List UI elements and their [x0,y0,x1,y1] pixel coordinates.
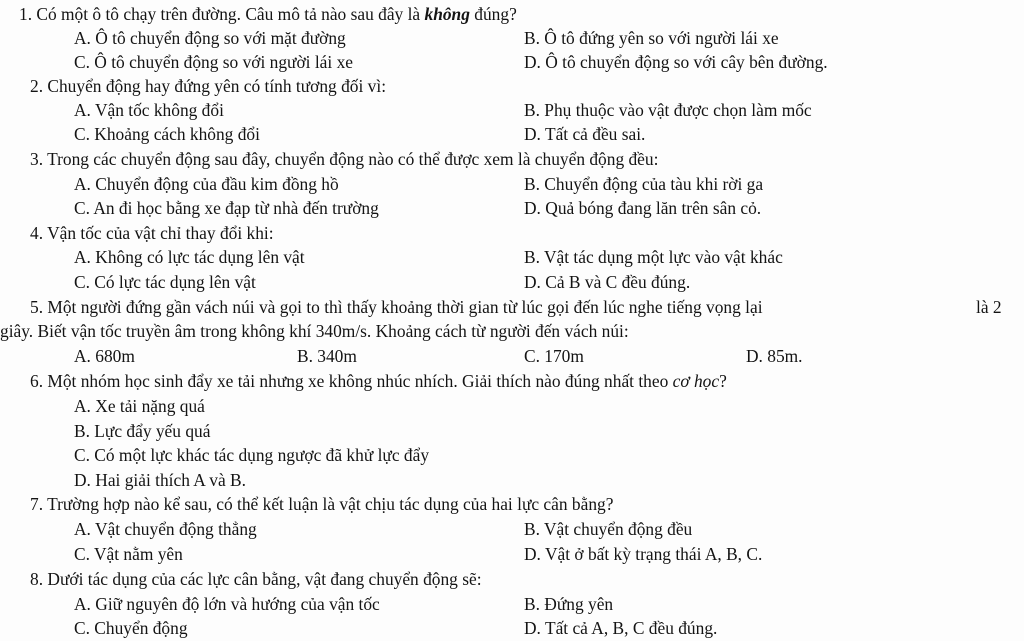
question-3-option-a: A. Chuyển động của đầu kim đồng hồ [74,174,339,194]
question-8-option-c: C. Chuyển động [74,618,188,638]
question-1-stem: 1. Có một ô tô chạy trên đường. Câu mô tả nào sau đây là không đúng? [19,4,517,24]
question-7-option-a: A. Vật chuyển động thẳng [74,519,257,539]
question-4-stem: 4. Vận tốc của vật chỉ thay đổi khi: [30,223,274,243]
question-5-option-b: B. 340m [297,346,357,366]
question-1-option-d: D. Ô tô chuyển động so với cây bên đường. [524,52,828,72]
question-7-stem: 7. Trường hợp nào kể sau, có thể kết luận là vật chịu tác dụng của hai lực cân bằng? [30,494,614,514]
question-1-option-a: A. Ô tô chuyển động so với mặt đường [74,28,346,48]
question-6-option-c: C. Có một lực khác tác dụng ngược đã khử lực đẩy [74,445,430,465]
question-2-option-d: D. Tất cả đều sai. [524,124,646,144]
question-5-option-d: D. 85m. [746,346,803,366]
question-7-option-b: B. Vật chuyển động đều [524,519,693,539]
question-8-stem: 8. Dưới tác dụng của các lực cân bằng, vật đang chuyển động sẽ: [30,569,482,589]
question-7-option-c: C. Vật nằm yên [74,544,183,564]
question-6-stem: 6. Một nhóm học sinh đẩy xe tải nhưng xe không nhúc nhích. Giải thích nào đúng nhất theo cơ học? [30,371,727,391]
question-8-option-a: A. Giữ nguyên độ lớn và hướng của vận tốc [74,594,380,614]
question-6-option-b: B. Lực đẩy yếu quá [74,421,211,441]
question-5-option-c: C. 170m [524,346,584,366]
question-8-option-d: D. Tất cả A, B, C đều đúng. [524,618,718,638]
question-5-stem: 5. Một người đứng gần vách núi và gọi to thì thấy khoảng thời gian từ lúc gọi đến lúc nghe tiếng vọng lại [30,297,763,317]
question-8-option-b: B. Đứng yên [524,594,614,614]
question-3-option-d: D. Quả bóng đang lăn trên sân cỏ. [524,198,762,218]
question-3-stem: 3. Trong các chuyển động sau đây, chuyển động nào có thể được xem là chuyển động đều: [30,149,659,169]
question-2-option-a: A. Vận tốc không đổi [74,100,224,120]
question-6-option-a: A. Xe tải nặng quá [74,396,205,416]
question-3-option-c: C. An đi học bằng xe đạp từ nhà đến trường [74,198,379,218]
question-4-option-a: A. Không có lực tác dụng lên vật [74,247,305,267]
question-7-option-d: D. Vật ở bất kỳ trạng thái A, B, C. [524,544,763,564]
question-5-option-a: A. 680m [74,346,135,366]
question-5-stem-continued: giây. Biết vận tốc truyền âm trong không khí 340m/s. Khoảng cách từ người đến vách núi: [0,321,629,341]
question-6-option-d: D. Hai giải thích A và B. [74,470,246,490]
question-3-option-b: B. Chuyển động của tàu khi rời ga [524,174,764,194]
question-2-stem: 2. Chuyển động hay đứng yên có tính tương đối vì: [30,76,387,96]
question-2-option-c: C. Khoảng cách không đổi [74,124,260,144]
question-2-option-b: B. Phụ thuộc vào vật được chọn làm mốc [524,100,812,120]
question-4-option-c: C. Có lực tác dụng lên vật [74,272,256,292]
italic-term: cơ học [672,371,720,391]
question-1-option-b: B. Ô tô đứng yên so với người lái xe [524,28,779,48]
question-4-option-b: B. Vật tác dụng một lực vào vật khác [524,247,783,267]
question-5-stem-tail: là 2 [976,297,1002,317]
question-4-option-d: D. Cả B và C đều đúng. [524,272,691,292]
emphasis-word: không [424,4,470,24]
question-1-option-c: C. Ô tô chuyển động so với người lái xe [74,52,353,72]
